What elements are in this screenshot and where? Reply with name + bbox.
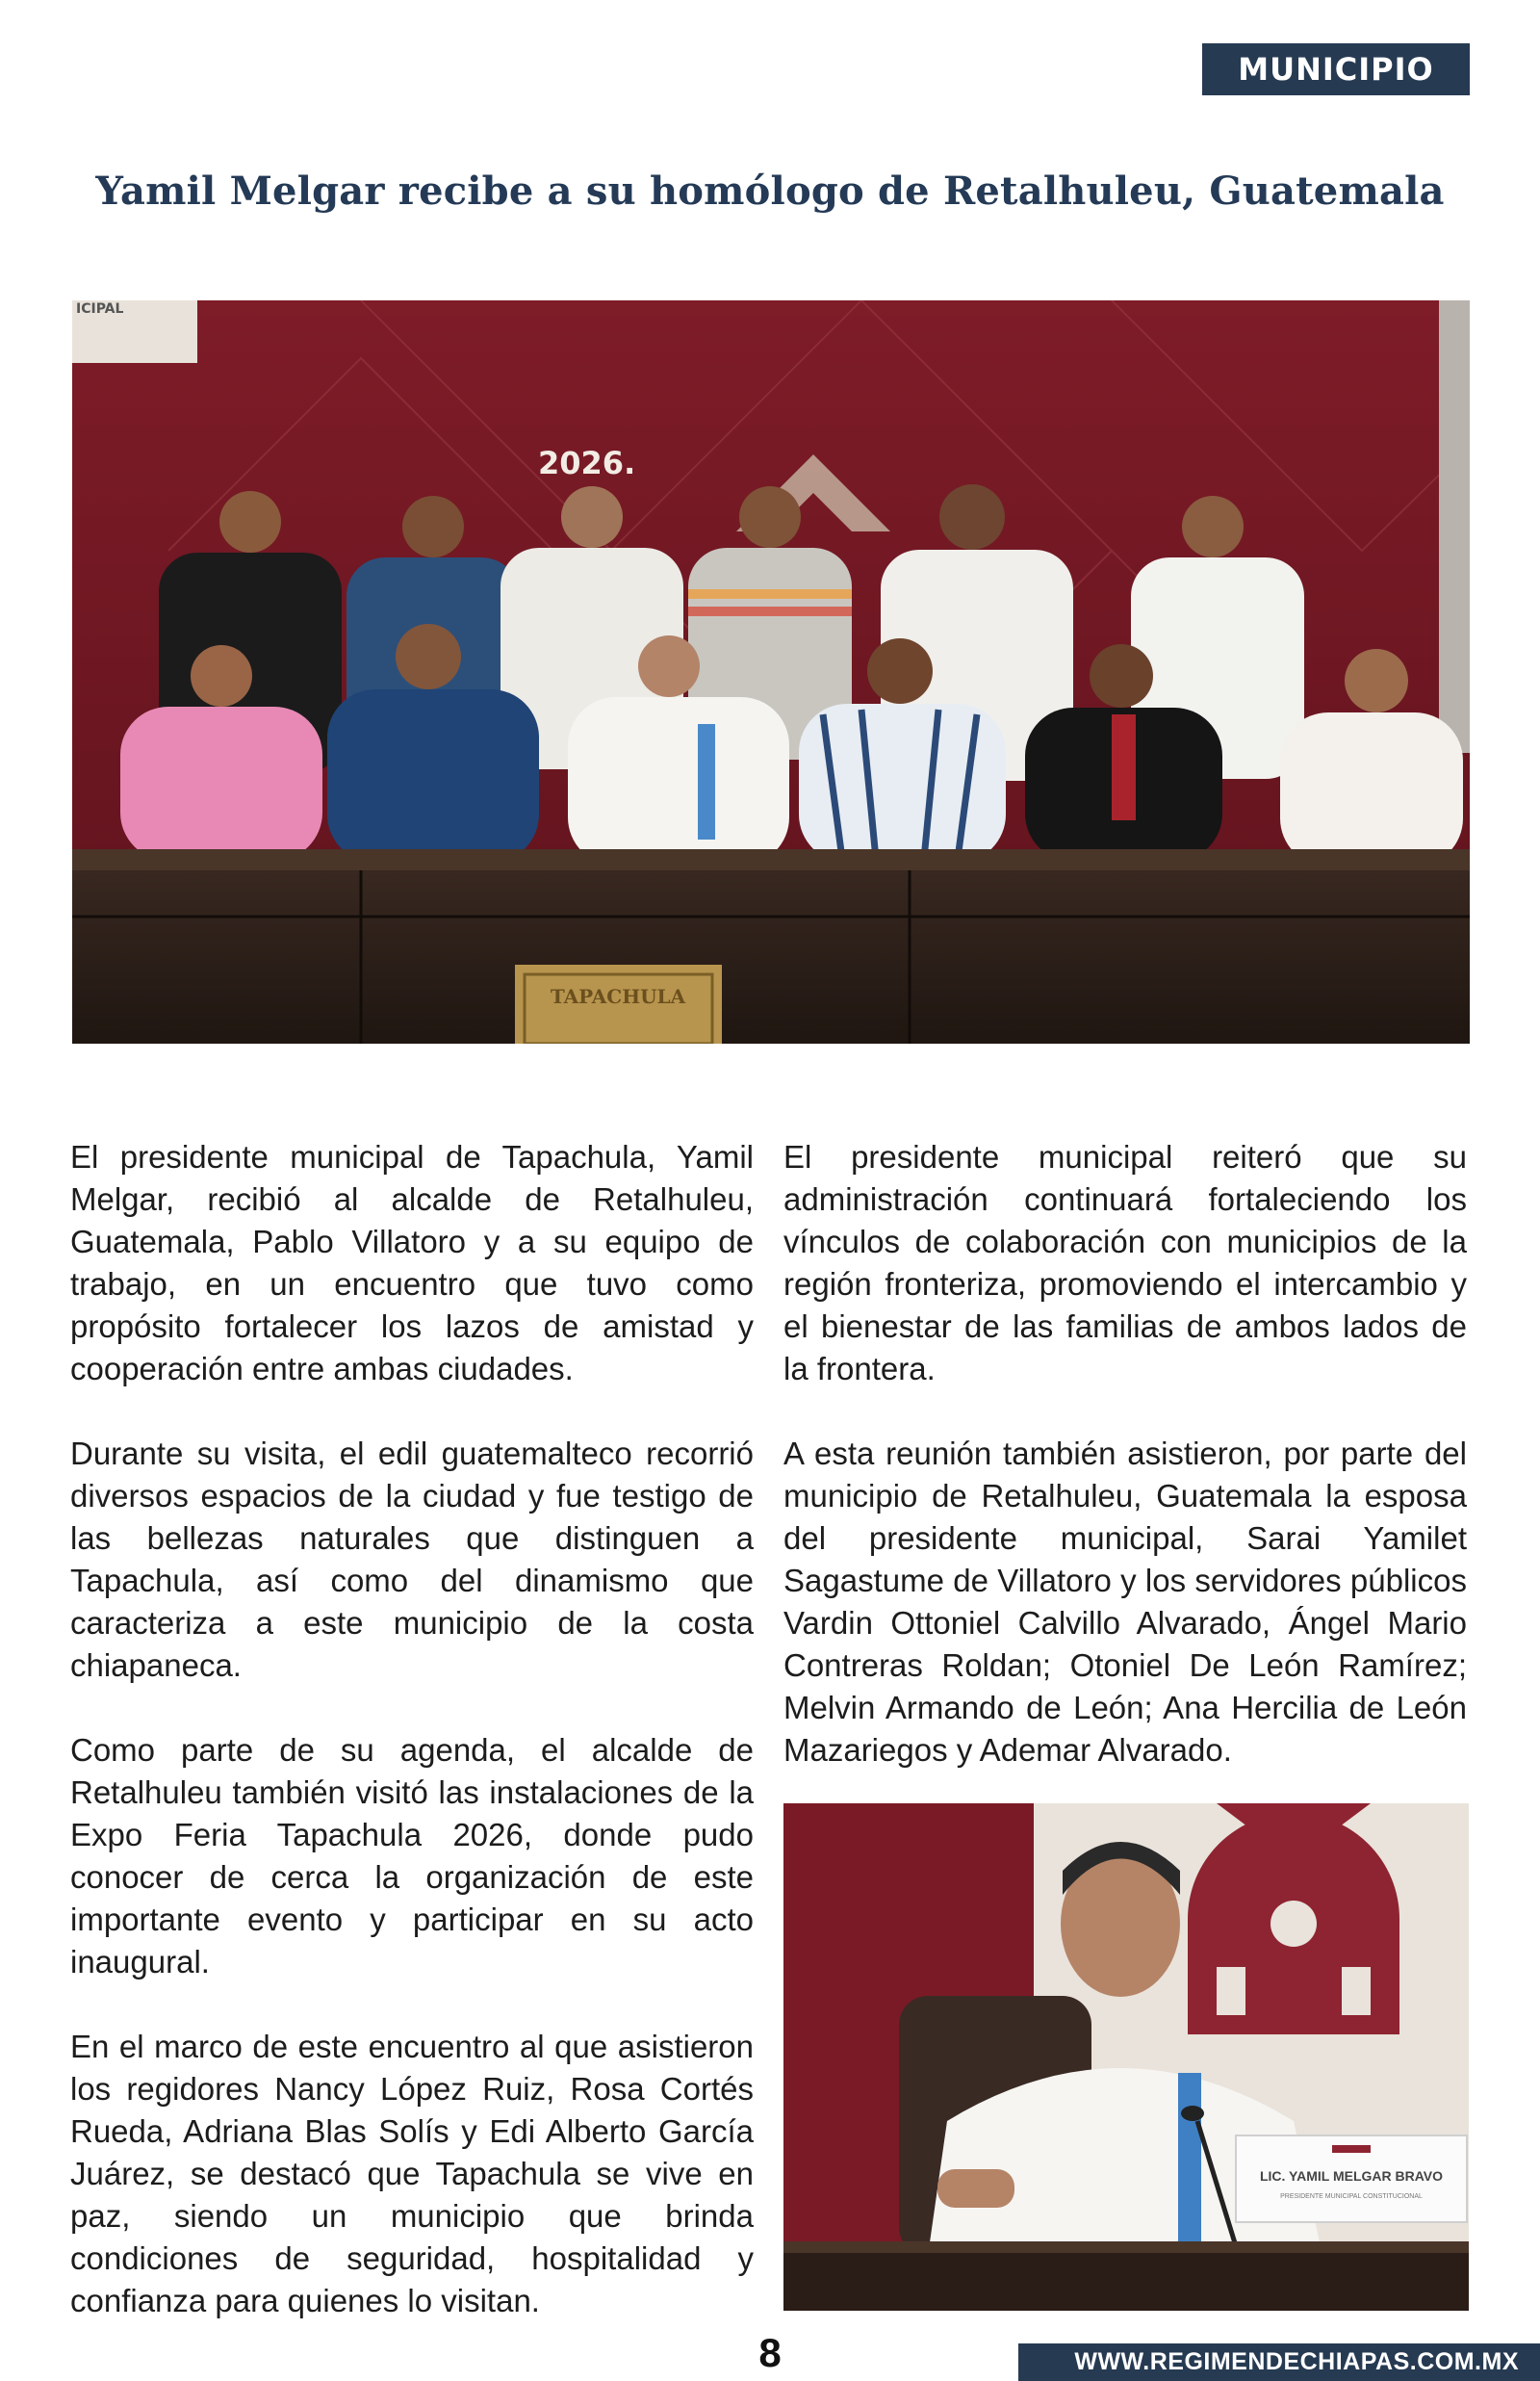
desk-plaque-text: TAPACHULA — [550, 985, 686, 1008]
footer-bar — [1018, 2343, 1540, 2381]
paragraph: En el marco de este encuentro al que asistieron los regidores Nancy López Ruiz, Rosa Cortés Rueda, Adriana Blas Solís y Edi Alberto García Juárez, se destacó que Tapachula se vive en paz, siendo un municipio que brinda condiciones de seguridad, hospitalidad y confianza para quienes lo visitan. — [70, 2029, 754, 2318]
paragraph: El presidente municipal de Tapachula, Yamil Melgar, recibió al alcalde de Retalhuleu, Guatemala, Pablo Villatoro y a su equipo de trabajo, en un encuentro que tuvo como propósito fortalecer los lazos de amistad y cooperación entre ambas ciudades. — [70, 1139, 754, 1386]
section-label: MUNICIPIO — [1238, 51, 1434, 88]
paragraph: Durante su visita, el edil guatemalteco recorrió diversos espacios de la ciudad y fue testigo de las bellezas naturales que distinguen a Tapachula, así como del dinamismo que caracteriza a este municipio de la costa chiapaneca. — [70, 1436, 754, 1683]
page-number: 8 — [758, 2330, 782, 2375]
article-headline: Yamil Melgar recibe a su homólogo de Retalhuleu, Guatemala — [95, 168, 1445, 214]
wall-year-text: 2026. — [538, 445, 636, 481]
section-tag — [1202, 43, 1470, 95]
group-photo — [72, 300, 1470, 1044]
article-right-column — [783, 1136, 1467, 1772]
nameplate-text: LIC. YAMIL MELGAR BRAVO — [1259, 2168, 1444, 2184]
paragraph: Como parte de su agenda, el alcalde de Retalhuleu también visitó las instalaciones de la Expo Feria Tapachula 2026, donde pudo conocer de cerca la organización de este importante evento y participar en su acto inaugural. — [70, 1732, 754, 1980]
mayor-photo — [783, 1803, 1469, 2311]
website-link[interactable]: WWW.REGIMENDECHIAPAS.COM.MX — [1074, 2348, 1519, 2375]
paragraph: El presidente municipal reiteró que su administración continuará fortaleciendo los vínculos de colaboración con municipios de la región fronteriza, promoviendo el intercambio y el bienestar de las familias de ambos lados de la frontera. — [783, 1139, 1467, 1386]
article-left-column — [70, 1136, 754, 2322]
paragraph: A esta reunión también asistieron, por parte del municipio de Retalhuleu, Guatemala la esposa del presidente municipal, Sarai Yamilet Sagastume de Villatoro y los servidores públicos Vardin Ottoniel Calvillo Alvarado, Ángel Mario Contreras Roldan; Otoniel De León Ramírez; Melvin Armando de León; Ana Hercilia de León Mazariegos y Ademar Alvarado. — [783, 1436, 1467, 1768]
nameplate-subtext: PRESIDENTE MUNICIPAL CONSTITUCIONAL — [1280, 2193, 1423, 2200]
wall-corner-text: ICIPAL — [76, 301, 124, 317]
